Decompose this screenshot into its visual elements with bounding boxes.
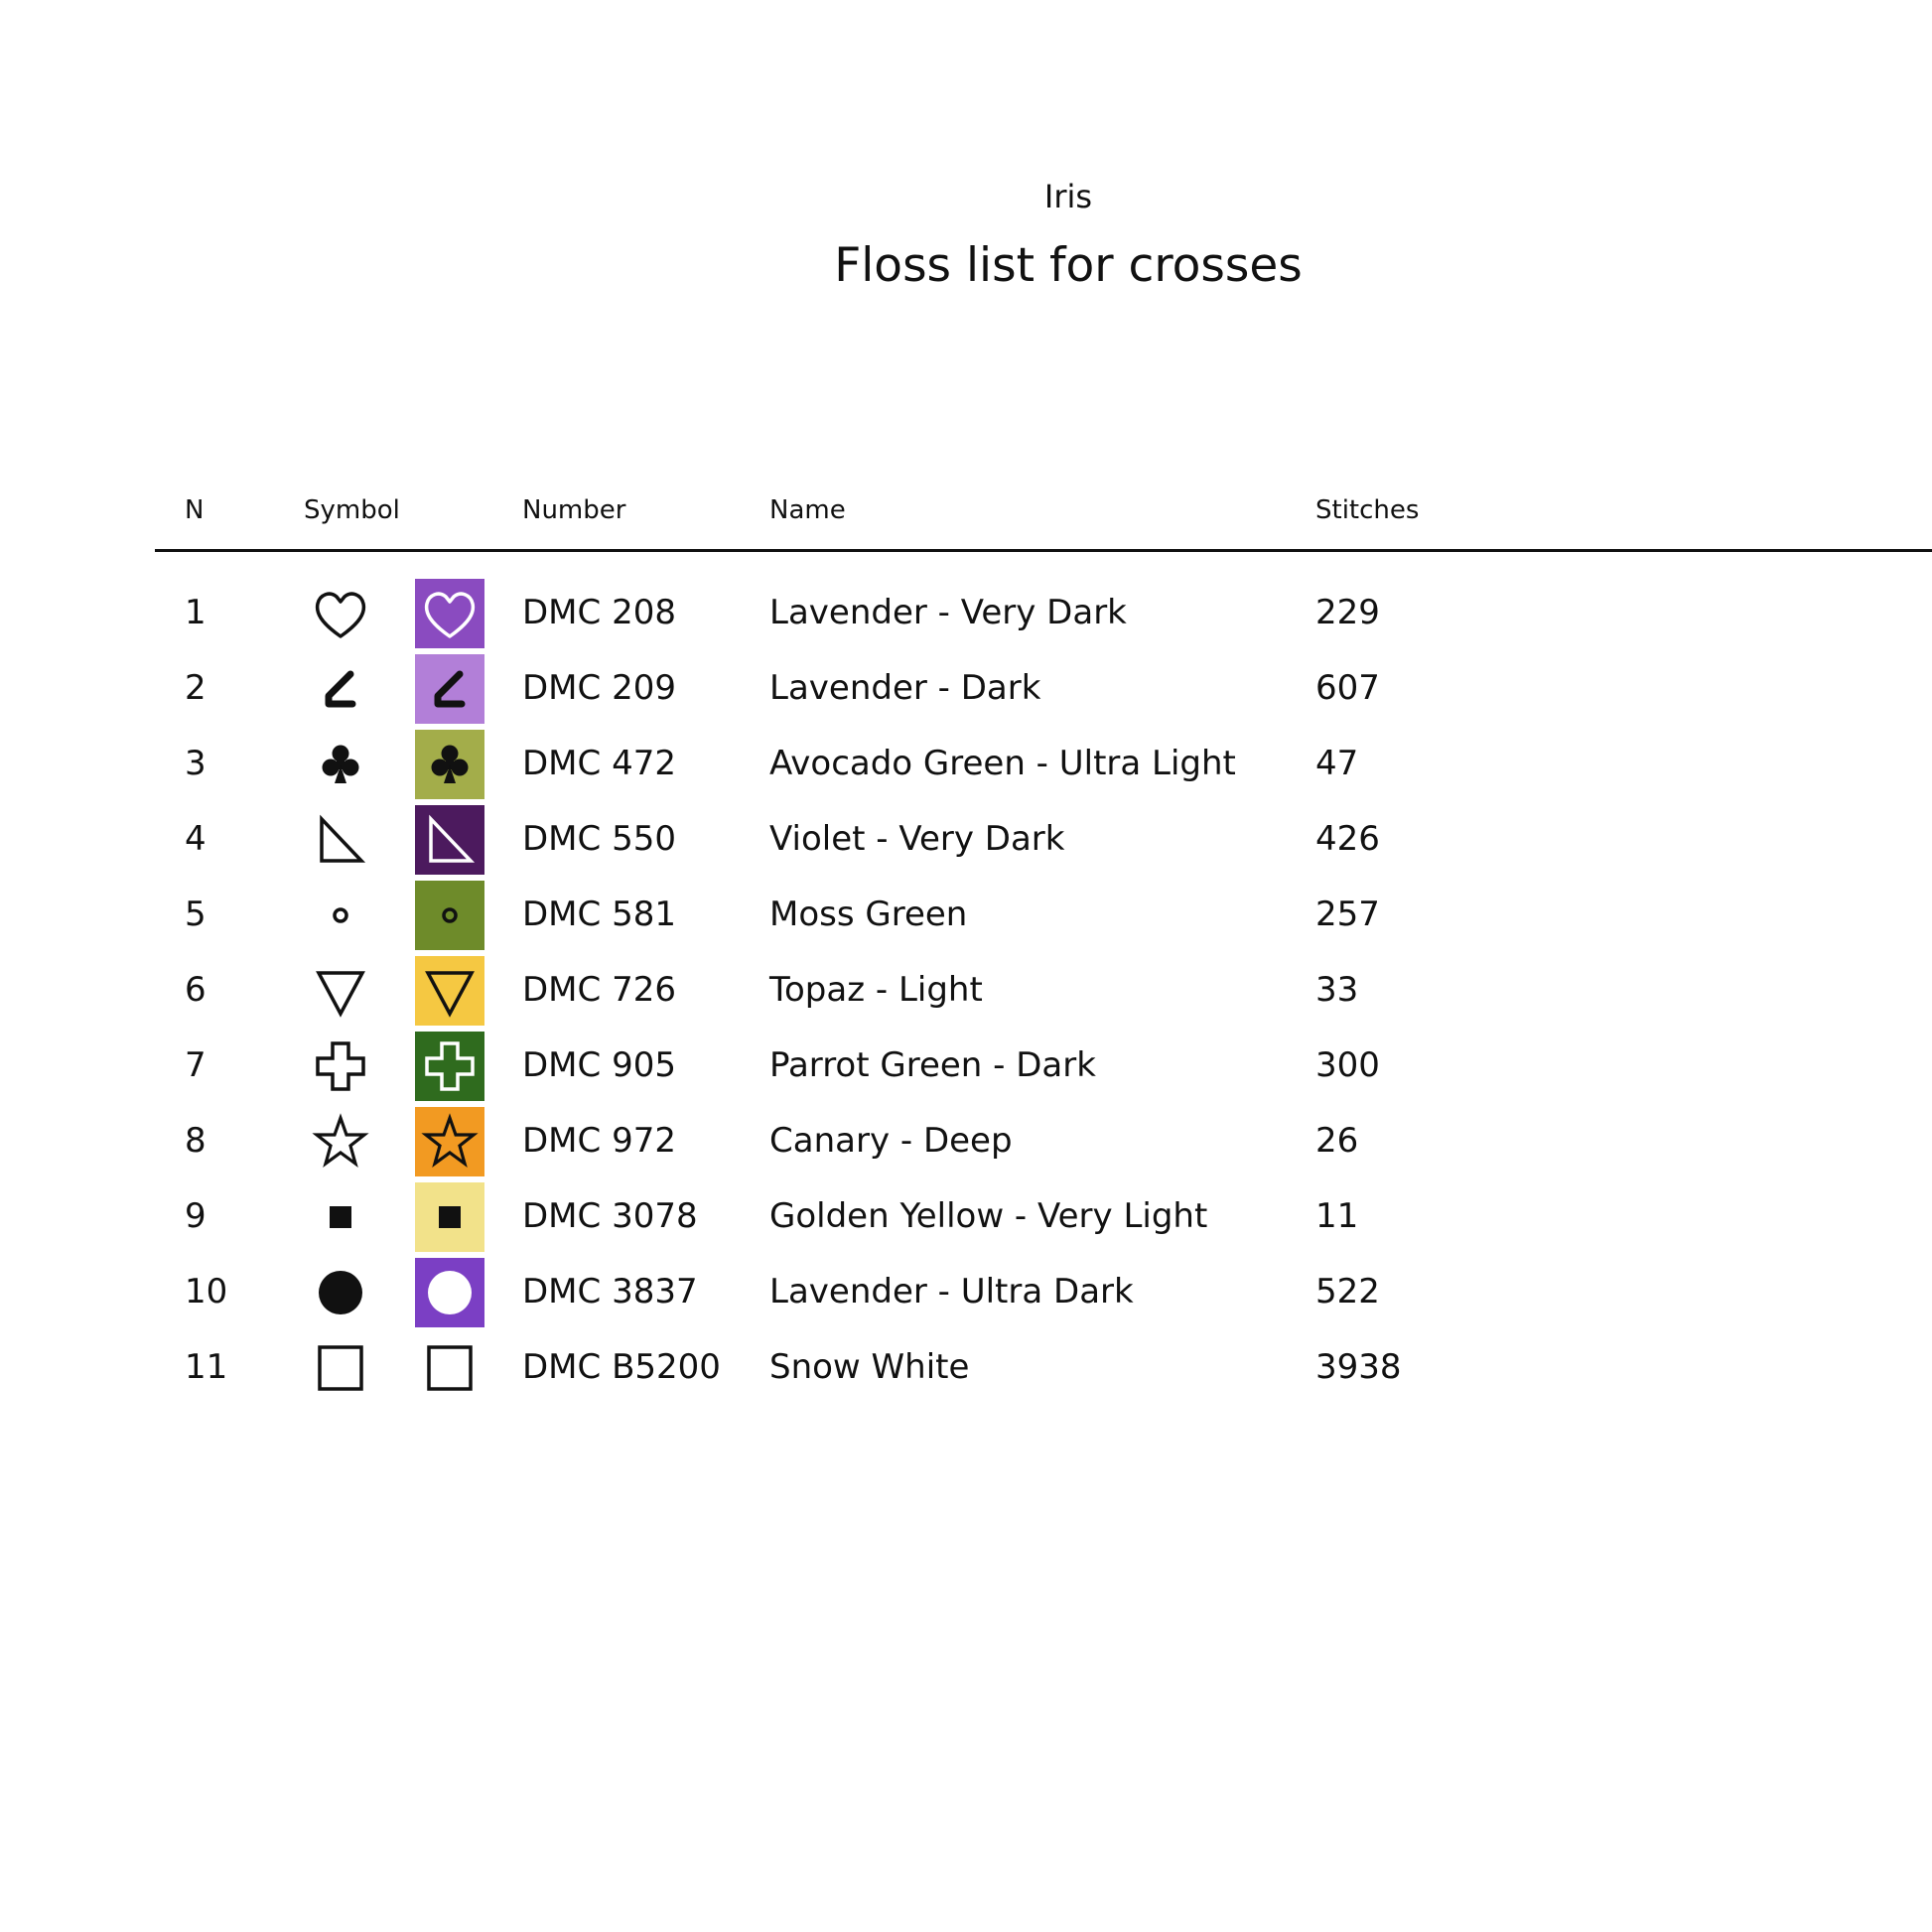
- header-divider: [155, 549, 1932, 552]
- column-header-symbol: Symbol: [304, 495, 400, 525]
- stitch-count: 11: [1315, 1196, 1359, 1236]
- row-index: 7: [185, 1045, 207, 1085]
- stitch-count: 33: [1315, 970, 1359, 1010]
- row-index: 9: [185, 1196, 207, 1236]
- stitch-count: 26: [1315, 1121, 1359, 1161]
- floss-name: Lavender - Ultra Dark: [769, 1272, 1134, 1311]
- floss-number: DMC 550: [522, 819, 676, 859]
- table-row: [0, 726, 1932, 801]
- color-swatch: [415, 881, 484, 950]
- table-row: [0, 952, 1932, 1028]
- color-swatch: [415, 1333, 484, 1403]
- row-index: 4: [185, 819, 207, 859]
- angle-mark-icon: [306, 654, 375, 724]
- column-header-number: Number: [522, 495, 626, 525]
- color-swatch: [415, 654, 484, 724]
- floss-number: DMC 209: [522, 668, 676, 708]
- floss-number: DMC 3837: [522, 1272, 698, 1311]
- stitch-count: 607: [1315, 668, 1380, 708]
- color-swatch: [415, 579, 484, 648]
- floss-name: Moss Green: [769, 895, 968, 934]
- table-row: [0, 1028, 1932, 1103]
- floss-number: DMC 472: [522, 744, 676, 783]
- heart-outline-icon: [306, 579, 375, 648]
- table-row: [0, 877, 1932, 952]
- floss-number: DMC B5200: [522, 1347, 721, 1387]
- pattern-name: Iris: [1043, 178, 1093, 215]
- column-header-n: N: [185, 495, 205, 525]
- square-outline-icon: [306, 1333, 375, 1403]
- color-swatch: [415, 956, 484, 1026]
- table-row: [0, 650, 1932, 726]
- color-swatch: [415, 1032, 484, 1101]
- page-title: Floss list for crosses: [834, 238, 1303, 293]
- cross-outline-icon: [306, 1032, 375, 1101]
- star-outline-icon: [306, 1107, 375, 1176]
- small-square-icon: [306, 1182, 375, 1252]
- down-triangle-outline-icon: [306, 956, 375, 1026]
- table-row: [0, 575, 1932, 650]
- floss-number: DMC 726: [522, 970, 676, 1010]
- row-index: 10: [185, 1272, 228, 1311]
- stitch-count: 47: [1315, 744, 1359, 783]
- stitch-count: 522: [1315, 1272, 1380, 1311]
- color-swatch: [415, 1182, 484, 1252]
- column-header-stitches: Stitches: [1315, 495, 1420, 525]
- floss-name: Topaz - Light: [769, 970, 983, 1010]
- row-index: 8: [185, 1121, 207, 1161]
- club-icon: [306, 730, 375, 799]
- stitch-count: 3938: [1315, 1347, 1402, 1387]
- color-swatch: [415, 1107, 484, 1176]
- stitch-count: 426: [1315, 819, 1380, 859]
- small-ring-icon: [306, 881, 375, 950]
- floss-name: Snow White: [769, 1347, 970, 1387]
- floss-name: Lavender - Very Dark: [769, 593, 1127, 632]
- row-index: 3: [185, 744, 207, 783]
- table-row: [0, 1103, 1932, 1178]
- color-swatch: [415, 730, 484, 799]
- table-row: [0, 1178, 1932, 1254]
- row-index: 11: [185, 1347, 228, 1387]
- stitch-count: 229: [1315, 593, 1380, 632]
- stitch-count: 257: [1315, 895, 1380, 934]
- row-index: 1: [185, 593, 207, 632]
- color-swatch: [415, 1258, 484, 1327]
- table-row: [0, 1254, 1932, 1329]
- right-triangle-outline-icon: [306, 805, 375, 875]
- table-row: [0, 801, 1932, 877]
- floss-number: DMC 972: [522, 1121, 676, 1161]
- filled-circle-icon: [306, 1258, 375, 1327]
- column-header-name: Name: [769, 495, 846, 525]
- floss-name: Parrot Green - Dark: [769, 1045, 1096, 1085]
- floss-name: Canary - Deep: [769, 1121, 1013, 1161]
- row-index: 6: [185, 970, 207, 1010]
- floss-name: Golden Yellow - Very Light: [769, 1196, 1208, 1236]
- row-index: 2: [185, 668, 207, 708]
- floss-name: Violet - Very Dark: [769, 819, 1065, 859]
- color-swatch: [415, 805, 484, 875]
- floss-number: DMC 905: [522, 1045, 676, 1085]
- table-row: [0, 1329, 1932, 1405]
- floss-number: DMC 581: [522, 895, 676, 934]
- floss-number: DMC 208: [522, 593, 676, 632]
- floss-number: DMC 3078: [522, 1196, 698, 1236]
- floss-name: Avocado Green - Ultra Light: [769, 744, 1236, 783]
- stitch-count: 300: [1315, 1045, 1380, 1085]
- floss-name: Lavender - Dark: [769, 668, 1041, 708]
- row-index: 5: [185, 895, 207, 934]
